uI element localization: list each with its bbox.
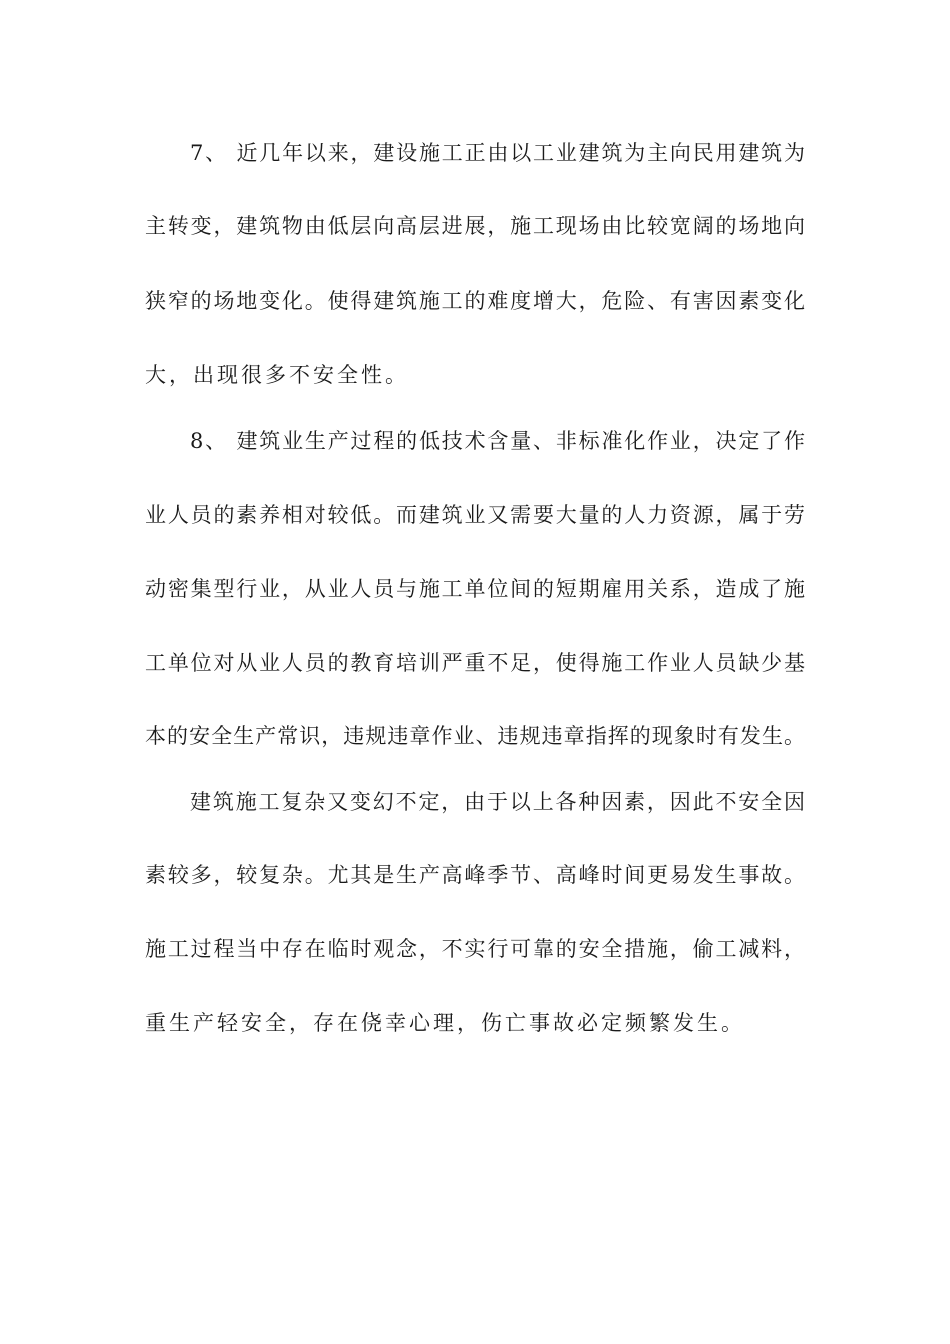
text-line: 本的安全生产常识，违规违章作业、违规违章指挥的现象时有发生。 [145,724,805,748]
text-line: 8、 建筑业生产过程的低技术含量、非标准化作业，决定了作 [190,429,805,453]
text-line: 工单位对从业人员的教育培训严重不足，使得施工作业人员缺少基 [145,651,805,675]
text-line: 建筑施工复杂又变幻不定，由于以上各种因素，因此不安全因 [190,790,805,814]
text-line: 重生产轻安全，存在侥幸心理，伤亡事故必定频繁发生。 [145,1011,745,1035]
text-line: 素较多，较复杂。尤其是生产高峰季节、高峰时间更易发生事故。 [145,863,805,887]
text-line: 主转变，建筑物由低层向高层进展，施工现场由比较宽阔的场地向 [145,214,805,238]
text-line: 动密集型行业，从业人员与施工单位间的短期雇用关系，造成了施 [145,577,805,601]
text-line: 狭窄的场地变化。使得建筑施工的难度增大，危险、有害因素变化 [145,289,805,313]
text-line: 大，出现很多不安全性。 [145,363,409,387]
text-line: 7、 近几年以来，建设施工正由以工业建筑为主向民用建筑为 [190,141,805,165]
text-line: 施工过程当中存在临时观念，不实行可靠的安全措施，偷工减料， [145,937,805,961]
text-line: 业人员的素养相对较低。而建筑业又需要大量的人力资源，属于劳 [145,503,805,527]
